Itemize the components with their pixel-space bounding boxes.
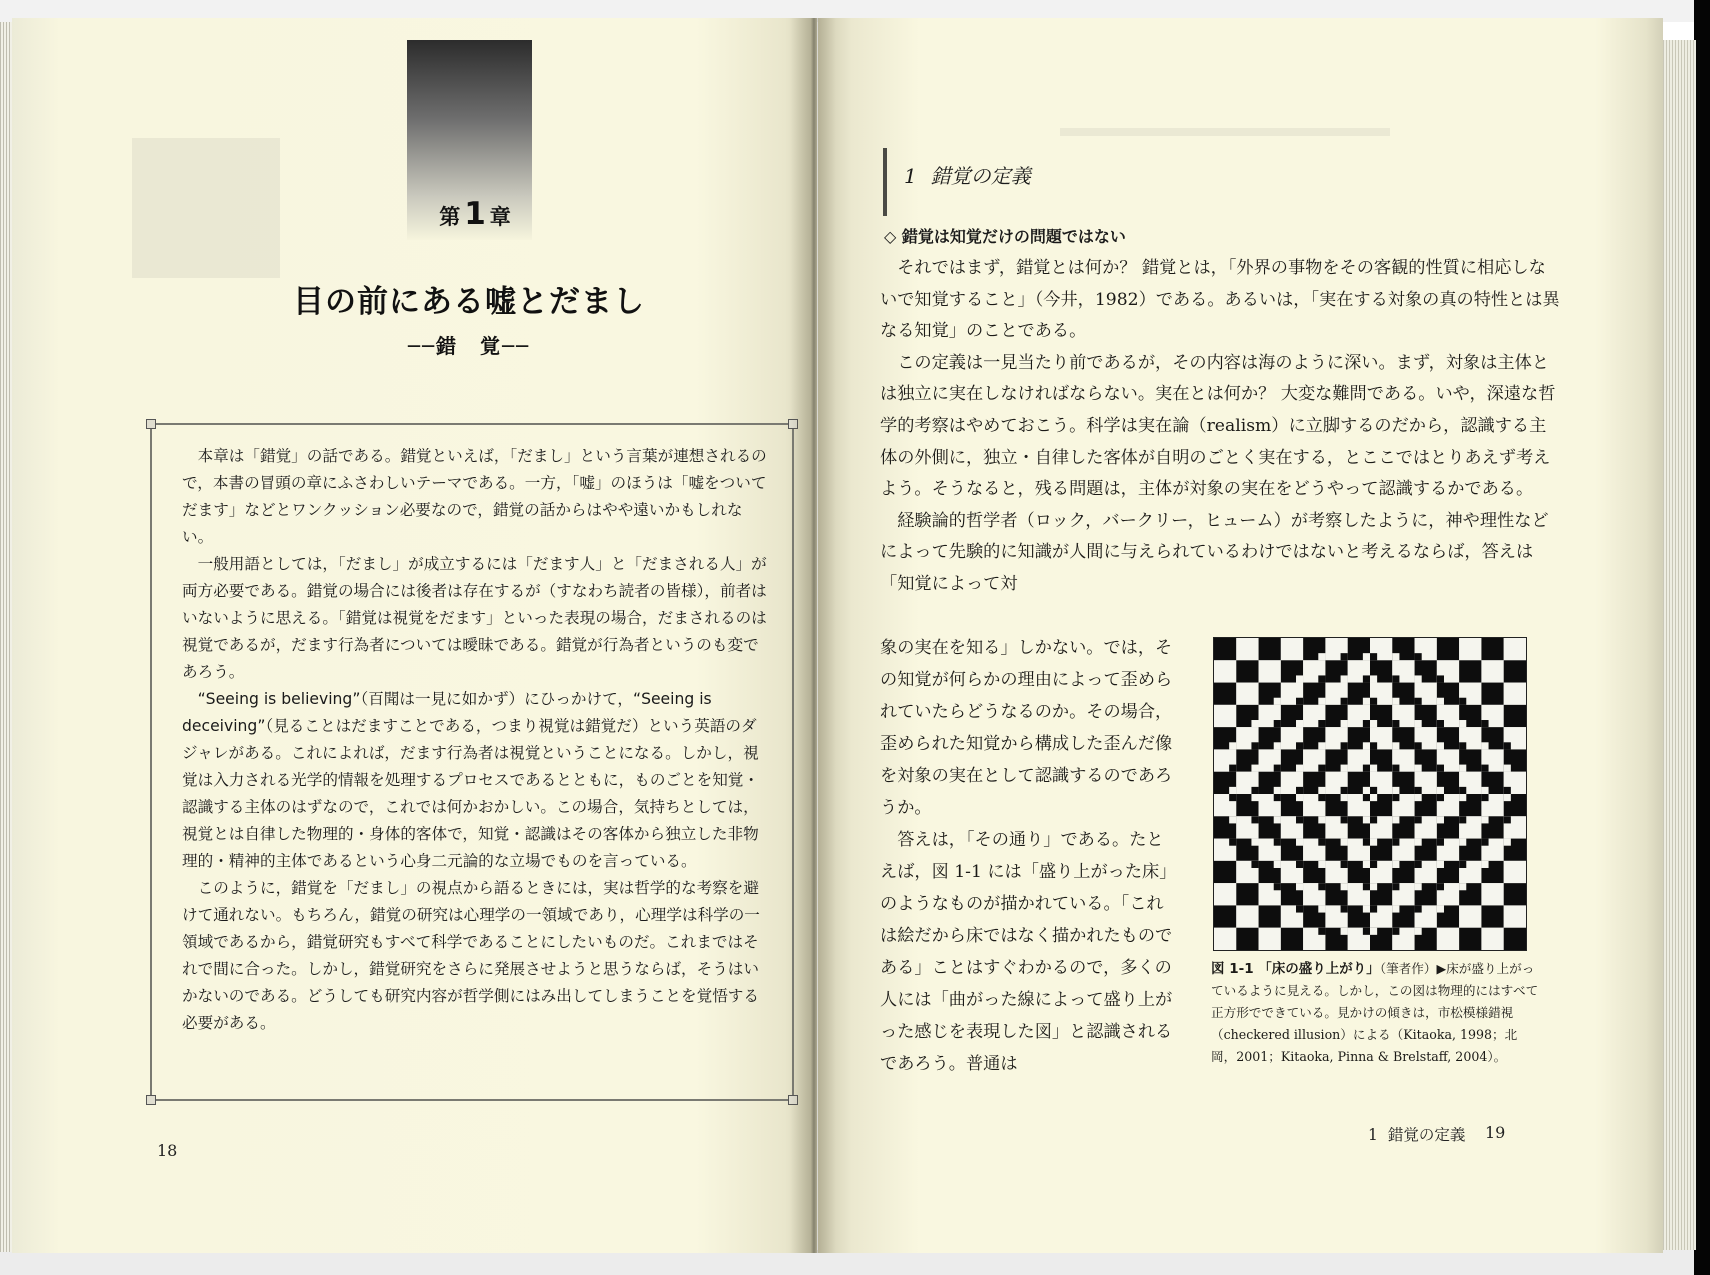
illusion-dot <box>1296 816 1303 823</box>
illusion-dot <box>1459 816 1466 823</box>
illusion-dot <box>1318 653 1325 660</box>
illusion-dot <box>1437 765 1444 772</box>
illusion-dot <box>1363 816 1370 823</box>
illusion-dot <box>1459 765 1466 772</box>
illusion-dot <box>1437 816 1444 823</box>
illusion-dot <box>1363 698 1370 705</box>
illusion-dot <box>1392 742 1399 749</box>
abstract-paragraph: 本章は「錯覚」の話である。錯覚といえば，「だまし」という言葉が連想されるので，本書の冒頭の章にふさわしいテーマである。一方，「嘘」のほうは「嘘をついてだます」などとワンクッション必要なので，錯覚の話からはやや遠いかもしれない。 <box>182 447 767 546</box>
illusion-dot <box>1341 787 1348 794</box>
illusion-dot <box>1392 698 1399 705</box>
illusion-dot <box>1415 883 1422 890</box>
illusion-dot <box>1504 839 1511 846</box>
illusion-dot <box>1459 861 1466 868</box>
illusion-dot <box>1318 720 1325 727</box>
checker-cell <box>1236 683 1258 705</box>
illusion-dot <box>1415 905 1422 912</box>
illusion-dot <box>1415 839 1422 846</box>
illusion-dot <box>1251 787 1258 794</box>
illusion-dot <box>1415 742 1422 749</box>
illusion-dot <box>1274 698 1281 705</box>
checker-cell <box>1459 905 1481 927</box>
illusion-dot <box>1481 861 1488 868</box>
body-text <box>880 253 1560 601</box>
illusion-dot <box>1363 928 1370 935</box>
illusion-dot <box>1229 765 1236 772</box>
checker-cell <box>1481 905 1503 927</box>
illusion-dot <box>1341 839 1348 846</box>
chapter-suffix: 章 <box>489 205 511 229</box>
checker-cell <box>1504 861 1526 883</box>
illusion-dot <box>1459 839 1466 846</box>
illusion-dot <box>1318 787 1325 794</box>
illusion-dot <box>1341 720 1348 727</box>
illusion-dot <box>1251 765 1258 772</box>
checker-cell <box>1504 883 1526 905</box>
illusion-dot <box>1229 816 1236 823</box>
illusion-dot <box>1392 765 1399 772</box>
chapter-subtitle: ──錯 覚── <box>407 334 531 358</box>
illusion-dot <box>1341 675 1348 682</box>
checker-cell <box>1259 660 1281 682</box>
illusion-dot <box>1415 698 1422 705</box>
illusion-dot <box>1274 883 1281 890</box>
checker-cell <box>1236 928 1258 950</box>
illusion-dot <box>1437 787 1444 794</box>
book-edge-bottom <box>0 1250 1710 1275</box>
illusion-dot <box>1392 905 1399 912</box>
illusion-dot <box>1481 765 1488 772</box>
illusion-dot <box>1437 883 1444 890</box>
illusion-dot <box>1274 839 1281 846</box>
checker-cell <box>1214 861 1236 883</box>
illusion-dot <box>1437 698 1444 705</box>
illusion-dot <box>1341 928 1348 935</box>
illusion-dot <box>1229 794 1236 801</box>
body-text-beside-figure <box>880 632 1180 1080</box>
page-number: 19 <box>1485 1123 1506 1142</box>
checker-cell <box>1459 928 1481 950</box>
illusion-dot <box>1318 861 1325 868</box>
box-corner-ornament <box>146 419 156 429</box>
illusion-dot <box>1251 861 1258 868</box>
checker-cell <box>1214 905 1236 927</box>
checker-cell <box>1481 928 1503 950</box>
illusion-dot <box>1392 720 1399 727</box>
illusion-dot <box>1341 742 1348 749</box>
illusion-dot <box>1274 861 1281 868</box>
page-number: 18 <box>157 1141 178 1160</box>
body-paragraph: 象の実在を知る」しかない。では，その知覚が何らかの理由によって歪められていたらどうなるのか。その場合，歪められた知覚から構成した歪んだ像を対象の実在として認識するのであろうか。 <box>880 638 1173 818</box>
checker-cell <box>1236 905 1258 927</box>
illusion-dot <box>1370 861 1377 868</box>
abstract-paragraph: “Seeing is believing”（百聞は一見に如かず）にひっかけて，“Seeing is deceiving”（見ることはだますことである，つまり視覚は錯覚だ）という英語のダジャレがある。これによれば，だます行為者は視覚ということになる。しかし，視覚は入力される光学的情報を処理するプロセスであるとともに，ものごとを知覚・認識する主体のはずなので，これでは何かおかしい。この場合，気持ちとしては，視覚とは自律した物理的・身体的客体で，知覚・認識はその客体から独立した非物理的・精神的主体であるという心身二元論的な立場でものを言っている。 <box>182 690 759 870</box>
illusion-dot <box>1392 653 1399 660</box>
illusion-dot <box>1504 794 1511 801</box>
illusion-dot <box>1363 905 1370 912</box>
illusion-dot <box>1251 839 1258 846</box>
illusion-dot <box>1274 742 1281 749</box>
illusion-dot <box>1415 675 1422 682</box>
checker-cell <box>1214 683 1236 705</box>
illusion-dot <box>1481 816 1488 823</box>
checker-cell <box>1481 638 1503 660</box>
illusion-dot <box>1318 928 1325 935</box>
illusion-dot <box>1392 883 1399 890</box>
left-page <box>12 18 817 1253</box>
illusion-dot <box>1296 905 1303 912</box>
illusion-dot <box>1296 698 1303 705</box>
illusion-dot <box>1318 839 1325 846</box>
illusion-dot <box>1370 653 1377 660</box>
illusion-dot <box>1370 839 1377 846</box>
illusion-dot <box>1229 787 1236 794</box>
checker-cell <box>1214 883 1236 905</box>
illusion-dot <box>1296 765 1303 772</box>
checker-cell <box>1504 660 1526 682</box>
illusion-dot <box>1363 675 1370 682</box>
illusion-dot <box>1415 765 1422 772</box>
illusion-dot <box>1370 742 1377 749</box>
illusion-dot <box>1318 742 1325 749</box>
box-corner-ornament <box>146 1095 156 1105</box>
checker-cell <box>1459 660 1481 682</box>
checker-cell <box>1481 883 1503 905</box>
checker-cell <box>1214 705 1236 727</box>
illusion-dot <box>1296 675 1303 682</box>
illusion-dot <box>1363 794 1370 801</box>
checker-cell <box>1504 905 1526 927</box>
illusion-dot <box>1341 794 1348 801</box>
body-paragraph: それではまず，錯覚とは何か？ 錯覚とは，「外界の事物をその客観的性質に相応しないで知覚すること」（今井，1982）である。あるいは，「実在する対象の真の特性とは異なる知覚」のことである。 <box>880 258 1560 342</box>
checker-cell <box>1504 928 1526 950</box>
illusion-dot <box>1504 742 1511 749</box>
checker-cell <box>1281 928 1303 950</box>
scan-background <box>1694 0 1710 1275</box>
chapter-abstract-box <box>150 423 794 1101</box>
illusion-dot <box>1251 794 1258 801</box>
figure-label: 図 1-1 「床の盛り上がり」 <box>1211 961 1380 977</box>
illusion-dot <box>1415 794 1422 801</box>
show-through-shadow <box>1060 128 1390 136</box>
illusion-dot <box>1341 698 1348 705</box>
illusion-dot <box>1370 698 1377 705</box>
abstract-text <box>182 443 772 1037</box>
illusion-dot <box>1341 883 1348 890</box>
illusion-dot <box>1415 816 1422 823</box>
checker-cell <box>1259 638 1281 660</box>
running-head-title: 錯覚の定義 <box>1387 1126 1466 1144</box>
checker-cell <box>1259 928 1281 950</box>
body-paragraph: 経験論的哲学者（ロック，バークリー，ヒューム）が考察したように，神や理性などによって先験的に知識が人間に与えられているわけではないと考えるならば，答えは「知覚によって対 <box>880 510 1549 594</box>
illusion-dot <box>1318 675 1325 682</box>
illusion-dot <box>1459 883 1466 890</box>
illusion-dot <box>1251 742 1258 749</box>
checker-cell <box>1504 638 1526 660</box>
illusion-dot <box>1341 765 1348 772</box>
illusion-dot <box>1318 905 1325 912</box>
illusion-dot <box>1274 794 1281 801</box>
illusion-dot <box>1370 928 1377 935</box>
illusion-dot <box>1481 839 1488 846</box>
figure-caption <box>1211 958 1541 1068</box>
illusion-dot <box>1251 720 1258 727</box>
abstract-paragraph: このように，錯覚を「だまし」の視点から語るときには，実は哲学的な考察を避けて通れない。もちろん，錯覚の研究は心理学の一領域であり，心理学は科学の一領域であるから，錯覚研究もすべて科学であることにしたいものだ。これまではそれで間に合った。しかし，錯覚研究をさらに発展させようと思うならば，そうはいかないのである。どうしても研究内容が哲学側にはみ出してしまうことを覚悟する必要がある。 <box>182 879 760 1032</box>
show-through-shadow <box>132 138 280 278</box>
illusion-dot <box>1363 787 1370 794</box>
illusion-dot <box>1296 720 1303 727</box>
illusion-dot <box>1341 653 1348 660</box>
illusion-dot <box>1504 816 1511 823</box>
checker-cell <box>1214 928 1236 950</box>
checker-cell <box>1236 638 1258 660</box>
illusion-dot <box>1296 794 1303 801</box>
checker-cell <box>1481 660 1503 682</box>
illusion-dot <box>1459 698 1466 705</box>
illusion-dot <box>1370 720 1377 727</box>
checker-cell <box>1504 705 1526 727</box>
illusion-dot <box>1363 765 1370 772</box>
section-bar <box>883 148 887 216</box>
book-gutter-shadow <box>790 18 836 1253</box>
illusion-dot <box>1363 742 1370 749</box>
illusion-dot <box>1229 839 1236 846</box>
checker-cell <box>1437 928 1459 950</box>
illusion-dot <box>1274 765 1281 772</box>
illusion-dot <box>1481 794 1488 801</box>
illusion-dot <box>1392 928 1399 935</box>
body-paragraph: 答えは，「その通り」である。たとえば，図 1-1 には「盛り上がった床」のようなものが描かれている。「これは絵だから床ではなく描かれたものである」ことはすぐわかるので，多くの人には「曲がった線によって盛り上がった感じを表現した図」と認識されるであろう。普通は <box>880 830 1177 1074</box>
illusion-dot <box>1363 861 1370 868</box>
illusion-dot <box>1415 861 1422 868</box>
illusion-dot <box>1481 720 1488 727</box>
illusion-dot <box>1363 720 1370 727</box>
subheading: ◇ 錯覚は知覚だけの問題ではない <box>884 227 1126 246</box>
checker-cell <box>1437 638 1459 660</box>
illusion-dot <box>1341 905 1348 912</box>
checker-cell <box>1236 883 1258 905</box>
illusion-dot <box>1392 794 1399 801</box>
illusion-dot <box>1363 653 1370 660</box>
checkerboard-illusion-image <box>1214 638 1526 950</box>
illusion-dot <box>1296 883 1303 890</box>
illusion-dot <box>1370 765 1377 772</box>
illusion-dot <box>1296 787 1303 794</box>
illusion-dot <box>1392 861 1399 868</box>
illusion-dot <box>1296 839 1303 846</box>
checker-cell <box>1214 660 1236 682</box>
illusion-dot <box>1415 787 1422 794</box>
illusion-dot <box>1370 905 1377 912</box>
illusion-dot <box>1370 794 1377 801</box>
illusion-dot <box>1274 816 1281 823</box>
illusion-dot <box>1318 794 1325 801</box>
running-head <box>1368 1123 1465 1145</box>
checker-cell <box>1236 660 1258 682</box>
illusion-dot <box>1296 742 1303 749</box>
illusion-dot <box>1318 765 1325 772</box>
checker-cell <box>1281 638 1303 660</box>
illusion-dot <box>1229 742 1236 749</box>
illusion-dot <box>1504 787 1511 794</box>
illusion-dot <box>1415 928 1422 935</box>
illusion-dot <box>1437 675 1444 682</box>
illusion-dot <box>1459 787 1466 794</box>
checker-cell <box>1504 683 1526 705</box>
checker-cell <box>1481 683 1503 705</box>
body-paragraph: この定義は一見当たり前であるが，その内容は海のように深い。まず，対象は主体とは独立に実在しなければならない。実在とは何か？ 大変な難問である。いや，深遠な哲学的考察はやめておこう。科学は実在論（realism）に立脚するのだから，認識する主体の外側に，独立・自律した客体が自明のごとく実在する，とここではとりあえず考えよう。そうなると，残る問題は，主体が対象の実在をどうやって認識するかである。 <box>880 352 1556 500</box>
illusion-dot <box>1392 675 1399 682</box>
illusion-dot <box>1318 816 1325 823</box>
chapter-number-digit: 1 <box>464 196 486 232</box>
illusion-dot <box>1296 861 1303 868</box>
illusion-dot <box>1481 787 1488 794</box>
illusion-dot <box>1459 720 1466 727</box>
chapter-number <box>425 196 525 232</box>
illusion-dot <box>1363 883 1370 890</box>
illusion-dot <box>1437 839 1444 846</box>
illusion-dot <box>1459 742 1466 749</box>
checker-cell <box>1214 638 1236 660</box>
illusion-dot <box>1370 787 1377 794</box>
illusion-dot <box>1504 765 1511 772</box>
illusion-dot <box>1415 720 1422 727</box>
illusion-dot <box>1318 698 1325 705</box>
section-heading <box>904 160 1031 189</box>
illusion-dot <box>1481 742 1488 749</box>
illusion-dot <box>1274 720 1281 727</box>
section-number: 1 <box>904 164 917 188</box>
checker-cell <box>1259 905 1281 927</box>
abstract-paragraph: 一般用語としては，「だまし」が成立するには「だます人」と「だまされる人」が両方必要である。錯覚の場合には後者は存在するが（すなわち読者の皆様），前者はいないように思える。「錯覚は視覚をだます」といった表現の場合，だまされるのは視覚であるが，だます行為者については曖昧である。錯覚が行為者というのも変であろう。 <box>182 555 767 681</box>
illusion-dot <box>1437 861 1444 868</box>
chapter-prefix: 第 <box>439 205 461 229</box>
illusion-dot <box>1318 883 1325 890</box>
illusion-dot <box>1370 816 1377 823</box>
section-title: 錯覚の定義 <box>930 164 1031 188</box>
illusion-dot <box>1251 816 1258 823</box>
figure-checkered-illusion <box>1213 637 1527 951</box>
illusion-dot <box>1341 861 1348 868</box>
illusion-dot <box>1437 905 1444 912</box>
figure-caption-text: （筆者作）▶床が盛り上がっているように見える。しかし，この図は物理的にはすべて正方形でできている。見かけの傾きは，市松模様錯視（checkered illusion）による（Kitaoka, 1998；北岡，2001；Kitaoka, Pinna & Brelstaff, 2004）。 <box>1211 961 1539 1064</box>
illusion-dot <box>1437 794 1444 801</box>
chapter-title: 目の前にある嘘とだまし <box>293 284 645 320</box>
illusion-dot <box>1392 839 1399 846</box>
illusion-dot <box>1370 883 1377 890</box>
illusion-dot <box>1274 787 1281 794</box>
illusion-dot <box>1437 720 1444 727</box>
illusion-dot <box>1363 839 1370 846</box>
illusion-dot <box>1370 675 1377 682</box>
illusion-dot <box>1415 653 1422 660</box>
illusion-dot <box>1341 816 1348 823</box>
illusion-dot <box>1437 742 1444 749</box>
page-stack-right <box>1660 40 1696 1250</box>
running-head-number: 1 <box>1368 1126 1378 1144</box>
checker-cell <box>1459 638 1481 660</box>
illusion-dot <box>1392 816 1399 823</box>
illusion-dot <box>1392 787 1399 794</box>
illusion-dot <box>1459 794 1466 801</box>
